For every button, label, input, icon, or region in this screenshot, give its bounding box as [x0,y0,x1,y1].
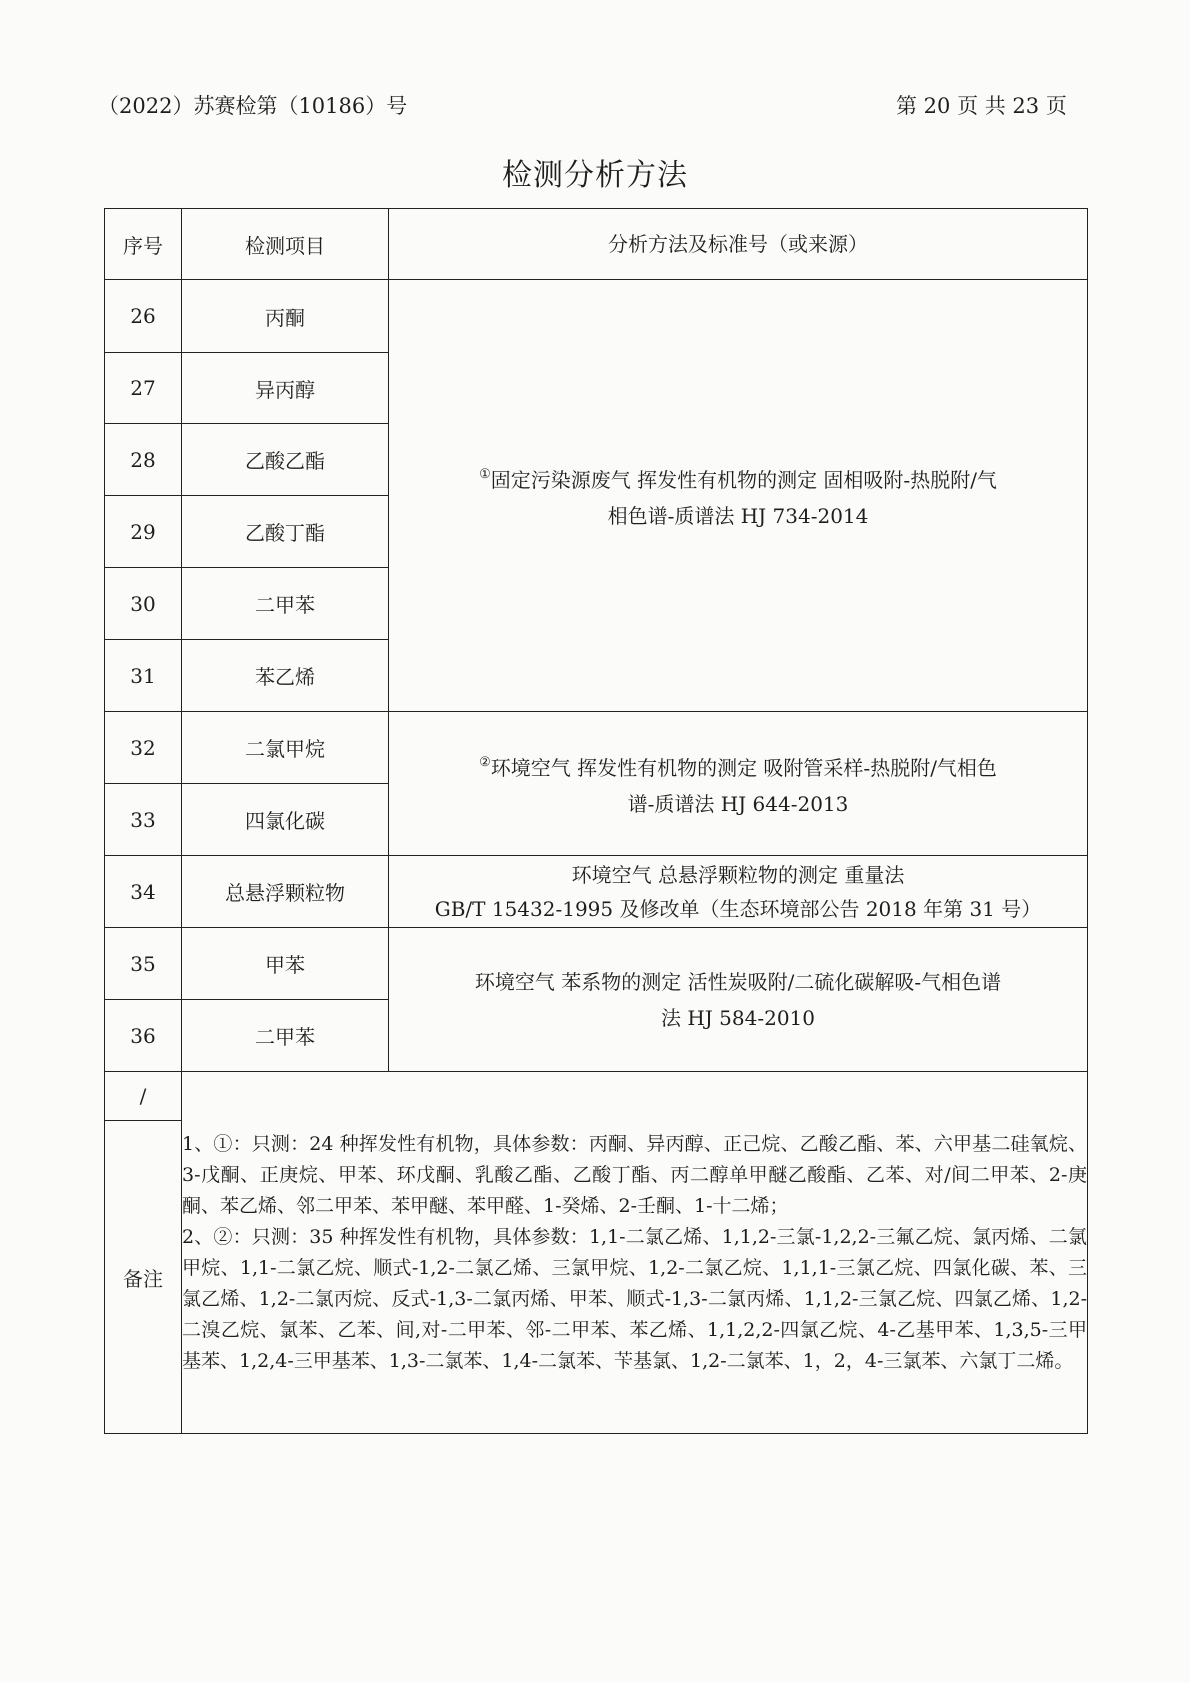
row-item: 四氯化碳 [182,784,389,856]
row-item: 二氯甲烷 [182,712,389,784]
row-item: 二甲苯 [182,568,389,640]
method-cell-4 [389,928,1088,1072]
row-seq: 31 [105,640,182,712]
method-4-line-1: 环境空气 苯系物的测定 活性炭吸附/二硫化碳解吸-气相色谱 [474,969,1002,994]
row-seq: 33 [105,784,182,856]
row-seq: 28 [105,424,182,496]
method-2-line-1: ②环境空气 挥发性有机物的测定 吸附管采样-热脱附/气相色 [479,755,997,780]
remark-content [182,1072,1088,1434]
report-number: （2022）苏赛检第（10186）号 [98,94,408,118]
row-item: 二甲苯 [182,1000,389,1072]
table-row [105,928,1088,1000]
method-cell-1 [389,280,1088,712]
header-method: 分析方法及标准号（或来源） [389,209,1088,280]
method-1-line-1: ①固定污染源废气 挥发性有机物的测定 固相吸附-热脱附/气 [479,467,997,492]
method-1-line-2: 相色谱-质谱法 HJ 734-2014 [607,504,869,528]
method-2-marker: ② [479,755,491,770]
row-seq: 34 [105,856,182,928]
row-item: 乙酸乙酯 [182,424,389,496]
row-item: 甲苯 [182,928,389,1000]
row-seq: 32 [105,712,182,784]
table-header-row [105,209,1088,280]
page-title: 检测分析方法 [502,158,688,193]
method-3-line-1: 环境空气 总悬浮颗粒物的测定 重量法 [571,862,905,887]
row-seq: 27 [105,353,182,424]
header-item: 检测项目 [182,209,389,280]
row-seq: 26 [105,280,182,353]
row-item: 异丙醇 [182,353,389,424]
slash-row [105,1072,1088,1121]
table-row [105,280,1088,353]
slash-cell: / [105,1072,182,1121]
remark-2: 2、②：只测：35 种挥发性有机物，具体参数：1,1-二氯乙烯、1,1,2-三氯-1,2,2-三氟乙烷、氯丙烯、二氯甲烷、1,1-二氯乙烷、顺式-1,2-二氯乙烯、三氯甲烷、1,2-二氯乙烷、1,1,1-三氯乙烷、四氯化碳、苯、三氯乙烯、1,2-二氯丙烷、反式-1,3-二氯丙烯、甲苯、顺式-1,3-二氯丙烯、1,1,2-三氯乙烷、四氯乙烯、1,2-二溴乙烷、氯苯、乙苯、间,对-二甲苯、邻-二甲苯、苯乙烯、1,1,2,2-四氯乙烷、4-乙基甲苯、1,3,5-三甲基苯、1,2,4-三甲基苯、1,3-二氯苯、1,4-二氯苯、苄基氯、1,2-二氯苯、1，2，4-三氯苯、六氯丁二烯。 [182,1225,1087,1372]
row-item: 总悬浮颗粒物 [182,856,389,928]
table-row [105,856,1088,928]
method-table [104,208,1088,1434]
method-2-line-2: 谱-质谱法 HJ 644-2013 [627,792,849,816]
row-item: 丙酮 [182,280,389,353]
method-cell-3 [389,856,1088,928]
remark-1: 1、①：只测：24 种挥发性有机物，具体参数：丙酮、异丙醇、正己烷、乙酸乙酯、苯、六甲基二硅氧烷、3-戊酮、正庚烷、甲苯、环戊酮、乳酸乙酯、乙酸丁酯、丙二醇单甲醚乙酸酯、乙苯、对/间二甲苯、2-庚酮、苯乙烯、邻二甲苯、苯甲醚、苯甲醛、1-癸烯、2-壬酮、1-十二烯； [182,1132,1087,1217]
row-seq: 35 [105,928,182,1000]
row-seq: 29 [105,496,182,568]
method-3-line-2: GB/T 15432-1995 及修改单（生态环境部公告 2018 年第 31 号） [434,896,1042,921]
row-seq: 36 [105,1000,182,1072]
remark-label: 备注 [105,1121,182,1434]
method-4-line-2: 法 HJ 584-2010 [660,1005,815,1030]
page-info: 第 20 页 共 23 页 [896,94,1067,118]
header-seq: 序号 [105,209,182,280]
row-item: 乙酸丁酯 [182,496,389,568]
row-seq: 30 [105,568,182,640]
table-row [105,712,1088,784]
row-item: 苯乙烯 [182,640,389,712]
method-cell-2 [389,712,1088,856]
method-1-marker: ① [479,467,491,482]
